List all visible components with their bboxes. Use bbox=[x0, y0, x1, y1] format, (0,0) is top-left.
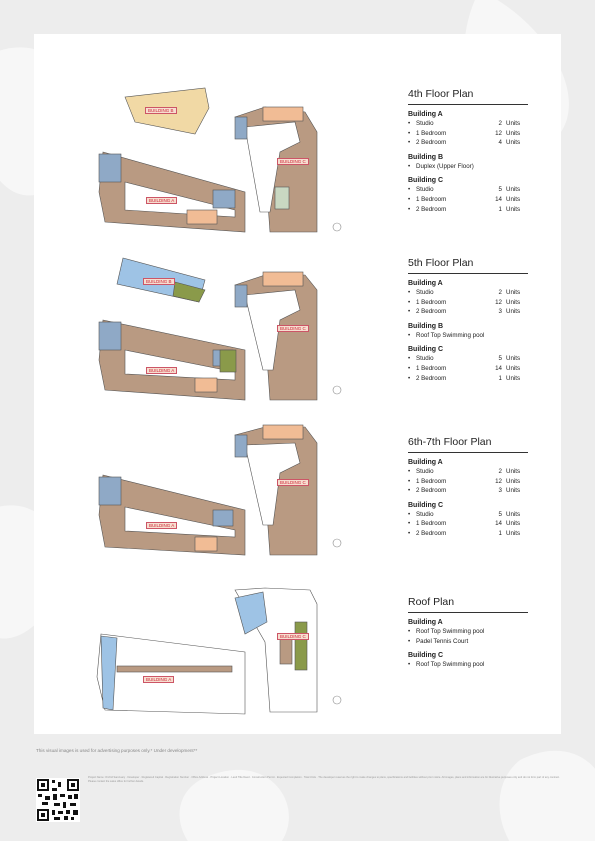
unit-suffix: Units bbox=[506, 205, 521, 213]
bullet-icon: • bbox=[408, 289, 411, 296]
bullet-icon: • bbox=[408, 195, 411, 203]
building-name: Building A bbox=[408, 619, 443, 626]
bullet-icon: • bbox=[408, 468, 411, 475]
building-group bbox=[408, 459, 528, 496]
unit-row bbox=[408, 374, 528, 384]
unit-count: 12 bbox=[495, 129, 502, 137]
building-group bbox=[408, 323, 528, 341]
unit-type: 2 Bedroom bbox=[416, 487, 447, 495]
unit-suffix: Units bbox=[506, 468, 521, 475]
section-title: Roof Plan bbox=[408, 596, 528, 613]
label-building-a-roof: BUILDING A bbox=[143, 676, 174, 683]
schedule-section bbox=[408, 257, 528, 383]
unit-row bbox=[408, 138, 528, 148]
unit-suffix: Units bbox=[506, 529, 521, 537]
unit-type: 1 Bedroom bbox=[416, 520, 447, 528]
floor-plan-roof bbox=[95, 582, 355, 717]
building-group bbox=[408, 111, 528, 148]
unit-type: 1 Bedroom bbox=[416, 477, 447, 485]
bullet-icon: • bbox=[408, 139, 411, 147]
unit-type: Roof Top Swimming pool bbox=[416, 661, 485, 669]
bullet-icon: • bbox=[408, 364, 411, 372]
unit-type: Roof Top Swimming pool bbox=[416, 628, 485, 635]
bullet-icon: • bbox=[408, 162, 411, 170]
building-name: Building A bbox=[408, 280, 443, 287]
unit-type: Studio bbox=[416, 468, 434, 475]
unit-count: 14 bbox=[495, 520, 502, 528]
bullet-icon: • bbox=[408, 120, 411, 127]
unit-count: 5 bbox=[498, 510, 502, 518]
unit-count: 2 bbox=[498, 120, 502, 127]
unit-count: 3 bbox=[498, 308, 502, 316]
unit-suffix: Units bbox=[506, 139, 521, 147]
unit-count: 14 bbox=[495, 195, 502, 203]
building-group bbox=[408, 619, 528, 646]
section-title: 5th Floor Plan bbox=[408, 257, 528, 274]
unit-suffix: Units bbox=[506, 195, 521, 203]
unit-count bbox=[490, 660, 502, 670]
unit-count: 2 bbox=[498, 289, 502, 296]
label-building-c-roof: BUILDING C bbox=[277, 633, 309, 640]
bullet-icon: • bbox=[408, 529, 411, 537]
disclaimer-text: This visual images is used for advertising purposes only.* Under development** bbox=[36, 748, 198, 753]
building-name: Building B bbox=[408, 153, 443, 161]
unit-type: 2 Bedroom bbox=[416, 139, 447, 147]
unit-row bbox=[408, 298, 528, 308]
unit-type: 2 Bedroom bbox=[416, 308, 447, 316]
unit-row bbox=[408, 129, 528, 139]
unit-suffix: Units bbox=[506, 289, 521, 296]
unit-suffix: Units bbox=[506, 487, 521, 495]
bullet-icon: • bbox=[408, 628, 411, 635]
unit-row bbox=[408, 331, 528, 341]
unit-row bbox=[408, 477, 528, 487]
bullet-icon: • bbox=[408, 637, 411, 645]
floor-plan-4th bbox=[95, 82, 355, 237]
unit-count: 1 bbox=[498, 374, 502, 382]
unit-type: 1 Bedroom bbox=[416, 195, 447, 203]
unit-suffix: Units bbox=[506, 364, 521, 372]
label-building-c-4th: BUILDING C bbox=[277, 158, 309, 165]
bullet-icon: • bbox=[408, 298, 411, 306]
building-name: Building A bbox=[408, 459, 443, 466]
unit-type: Padel Tennis Court bbox=[416, 637, 469, 645]
unit-suffix: Units bbox=[506, 308, 521, 316]
unit-row bbox=[408, 162, 528, 172]
building-name: Building A bbox=[408, 111, 443, 118]
unit-count: 5 bbox=[498, 186, 502, 194]
building-name: Building C bbox=[408, 501, 443, 509]
unit-row bbox=[408, 467, 528, 477]
unit-type: 2 Bedroom bbox=[416, 529, 447, 537]
schedule-section bbox=[408, 436, 528, 539]
bullet-icon: • bbox=[408, 331, 411, 339]
unit-type: 1 Bedroom bbox=[416, 364, 447, 372]
unit-row bbox=[408, 364, 528, 374]
unit-count: 2 bbox=[498, 468, 502, 475]
building-name: Building C bbox=[408, 177, 443, 185]
unit-row bbox=[408, 510, 528, 520]
unit-row bbox=[408, 185, 528, 195]
unit-suffix: Units bbox=[506, 298, 521, 306]
unit-count: 5 bbox=[498, 355, 502, 363]
unit-row bbox=[408, 660, 528, 670]
label-building-b-5th: BUILDING B bbox=[143, 278, 175, 285]
unit-row bbox=[408, 119, 528, 129]
bullet-icon: • bbox=[408, 374, 411, 382]
bullet-icon: • bbox=[408, 487, 411, 495]
unit-suffix: Units bbox=[506, 355, 521, 363]
building-group bbox=[408, 177, 528, 214]
unit-row bbox=[408, 486, 528, 496]
unit-type: 1 Bedroom bbox=[416, 129, 447, 137]
unit-row bbox=[408, 637, 528, 647]
unit-suffix: Units bbox=[506, 520, 521, 528]
bullet-icon: • bbox=[408, 129, 411, 137]
label-building-c-5th: BUILDING C bbox=[277, 325, 309, 332]
unit-type: 2 Bedroom bbox=[416, 205, 447, 213]
bullet-icon: • bbox=[408, 661, 411, 669]
unit-count: 1 bbox=[498, 529, 502, 537]
unit-type: Roof Top Swimming pool bbox=[416, 331, 485, 339]
qr-code[interactable] bbox=[36, 778, 80, 822]
unit-type: Duplex (Upper Floor) bbox=[416, 162, 474, 170]
building-name: Building B bbox=[408, 322, 443, 330]
label-building-a-5th: BUILDING A bbox=[146, 367, 177, 374]
section-title: 4th Floor Plan bbox=[408, 88, 528, 105]
unit-row bbox=[408, 307, 528, 317]
unit-type: Studio bbox=[416, 186, 434, 194]
bullet-icon: • bbox=[408, 355, 411, 363]
schedule-section bbox=[408, 88, 528, 214]
unit-count bbox=[490, 162, 502, 172]
unit-row bbox=[408, 627, 528, 637]
unit-type: Studio bbox=[416, 120, 434, 127]
unit-row bbox=[408, 195, 528, 205]
label-building-a-6th-7th: BUILDING A bbox=[146, 522, 177, 529]
unit-type: 1 Bedroom bbox=[416, 298, 447, 306]
label-building-a-4th: BUILDING A bbox=[146, 197, 177, 204]
unit-type: Studio bbox=[416, 289, 434, 296]
bullet-icon: • bbox=[408, 510, 411, 518]
unit-count: 3 bbox=[498, 487, 502, 495]
section-title: 6th-7th Floor Plan bbox=[408, 436, 528, 453]
unit-count: 14 bbox=[495, 364, 502, 372]
unit-count: 12 bbox=[495, 298, 502, 306]
unit-count: 4 bbox=[498, 139, 502, 147]
unit-row bbox=[408, 354, 528, 364]
unit-suffix: Units bbox=[506, 120, 521, 127]
unit-type: Studio bbox=[416, 355, 434, 363]
bullet-icon: • bbox=[408, 186, 411, 194]
bullet-icon: • bbox=[408, 477, 411, 485]
building-group bbox=[408, 346, 528, 383]
unit-suffix: Units bbox=[506, 510, 521, 518]
bullet-icon: • bbox=[408, 205, 411, 213]
building-group bbox=[408, 652, 528, 670]
unit-row bbox=[408, 529, 528, 539]
unit-type: Studio bbox=[416, 510, 434, 518]
legal-fine-print: Project Name: Orchid Sanctuary · Developer · Registered Capital · Registration Number · Office Address · Project Location · Land Title Deed · Construction Permit · Expected Completion · Total Units · The developer reserves the right to make changes to plans, specifications and facilities without prior notice. All images, plans and information are for illustrative purposes only and do not form part of any contract. Please contact the sales office for further details. bbox=[88, 776, 560, 784]
unit-count bbox=[490, 637, 502, 647]
building-name: Building C bbox=[408, 652, 443, 660]
unit-count: 1 bbox=[498, 205, 502, 213]
unit-count bbox=[490, 331, 502, 341]
unit-row bbox=[408, 288, 528, 298]
unit-suffix: Units bbox=[506, 186, 521, 194]
unit-row bbox=[408, 205, 528, 215]
building-group bbox=[408, 154, 528, 172]
schedule-section bbox=[408, 596, 528, 670]
building-group bbox=[408, 502, 528, 539]
unit-type: 2 Bedroom bbox=[416, 374, 447, 382]
unit-count: 12 bbox=[495, 477, 502, 485]
building-group bbox=[408, 280, 528, 317]
label-building-b-4th: BUILDING B bbox=[145, 107, 177, 114]
unit-suffix: Units bbox=[506, 374, 521, 382]
unit-row bbox=[408, 519, 528, 529]
unit-count bbox=[490, 627, 502, 637]
building-name: Building C bbox=[408, 346, 443, 354]
label-building-c-6th-7th: BUILDING C bbox=[277, 479, 309, 486]
bullet-icon: • bbox=[408, 308, 411, 316]
floor-plan-5th bbox=[95, 250, 355, 405]
unit-suffix: Units bbox=[506, 129, 521, 137]
floor-plan-6th-7th bbox=[95, 415, 355, 565]
unit-suffix: Units bbox=[506, 477, 521, 485]
bullet-icon: • bbox=[408, 520, 411, 528]
